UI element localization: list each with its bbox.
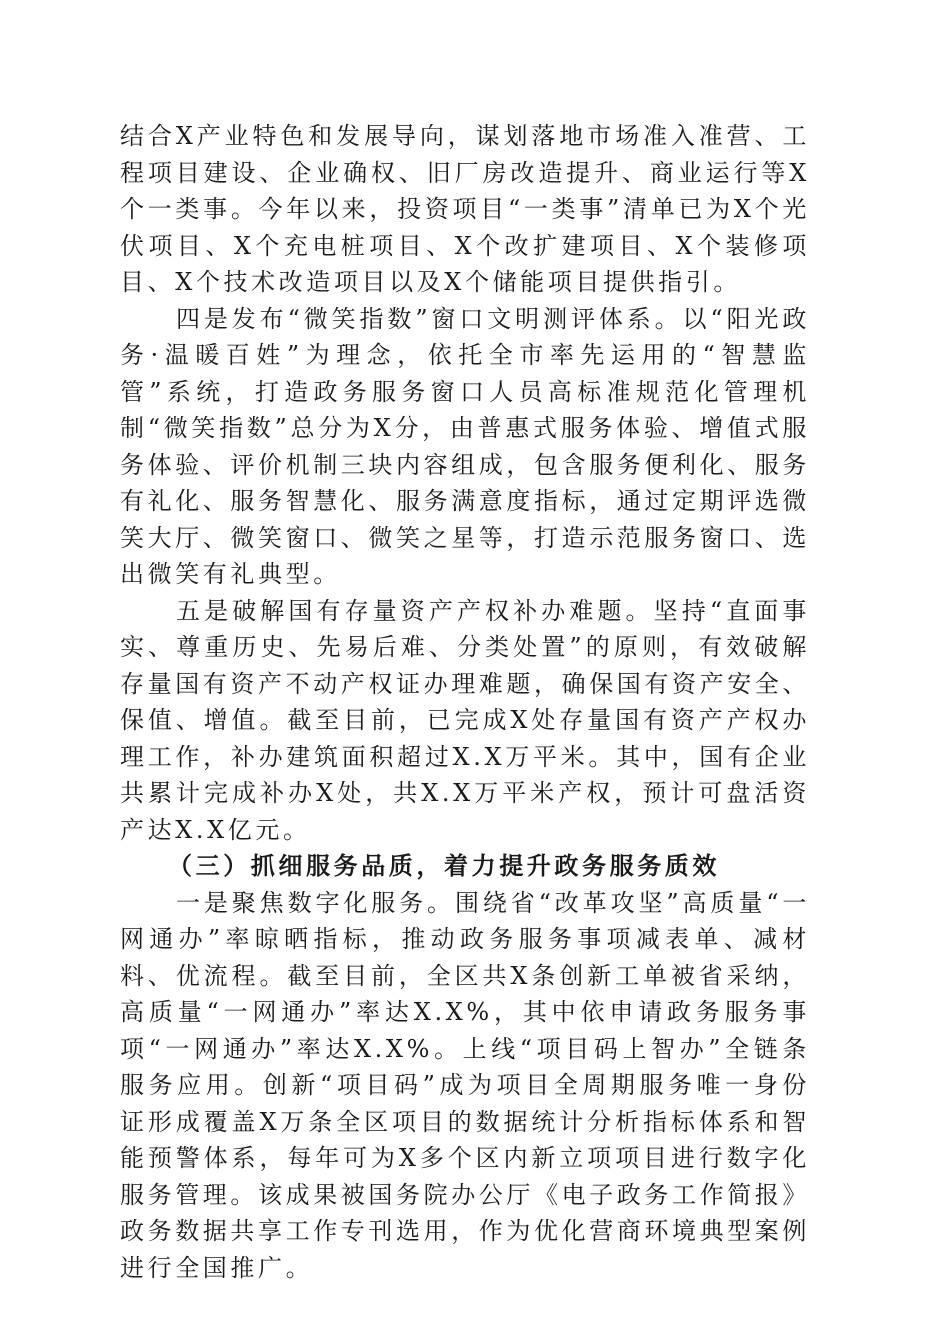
paragraph-digital-service: 一是聚焦数字化服务。围绕省“改革攻坚”高质量“一网通办”率晾晒指标，推动政务服务事项减表单、减材料、优流程。截至目前，全区共X条创新工单被省采纳，高质量“一网通办”率达X.X%，其中依申请政务服务事项“一网通办”率达X.X%。上线“项目码上智办”全链条服务应用。创新“项目码”成为项目全周期服务唯一身份证形成覆盖X万条全区项目的数据统计分析指标体系和智能预警体系，每年可为X多个区内新立项项目进行数字化服务管理。该成果被国务院办公厅《电子政务工作简报》政务数据共享工作专刊选用，作为优化营商环境典型案例进行全国推广。 bbox=[120, 888, 810, 1282]
paragraph-state-assets: 五是破解国有存量资产产权补办难题。坚持“直面事实、尊重历史、先易后难、分类处置”的原则，有效破解存量国有资产不动产权证办理难题，确保国有资产安全、保值、增值。截至目前，已完成X处存量国有资产产权办理工作，补办建筑面积超过X.X万平米。其中，国有企业共累计完成补办X处，共X.X万平米产权，预计可盘活资产达X.X亿元。 bbox=[120, 596, 810, 844]
section-heading: （三）抓细服务品质，着力提升政务服务质效 bbox=[168, 851, 720, 880]
paragraph-continuation: 结合X产业特色和发展导向，谋划落地市场准入准营、工程项目建设、企业确权、旧厂房改造提升、商业运行等X个一类事。今年以来，投资项目“一类事”清单已为X个光伏项目、X个充电桩项目、X个改扩建项目、X个装修项目、X个技术改造项目以及X个储能项目提供指引。 bbox=[120, 122, 810, 296]
document-body bbox=[120, 118, 810, 1286]
paragraph-smile-index: 四是发布“微笑指数”窗口文明测评体系。以“阳光政务·温暖百姓”为理念，依托全市率先运用的“智慧监管”系统，打造政务服务窗口人员高标准规范化管理机制“微笑指数”总分为X分，由普惠式服务体验、增值式服务体验、评价机制三块内容组成，包含服务便利化、服务有礼化、服务智慧化、服务满意度指标，通过定期评选微笑大厅、微笑窗口、微笑之星等，打造示范服务窗口、选出微笑有礼典型。 bbox=[120, 304, 810, 588]
